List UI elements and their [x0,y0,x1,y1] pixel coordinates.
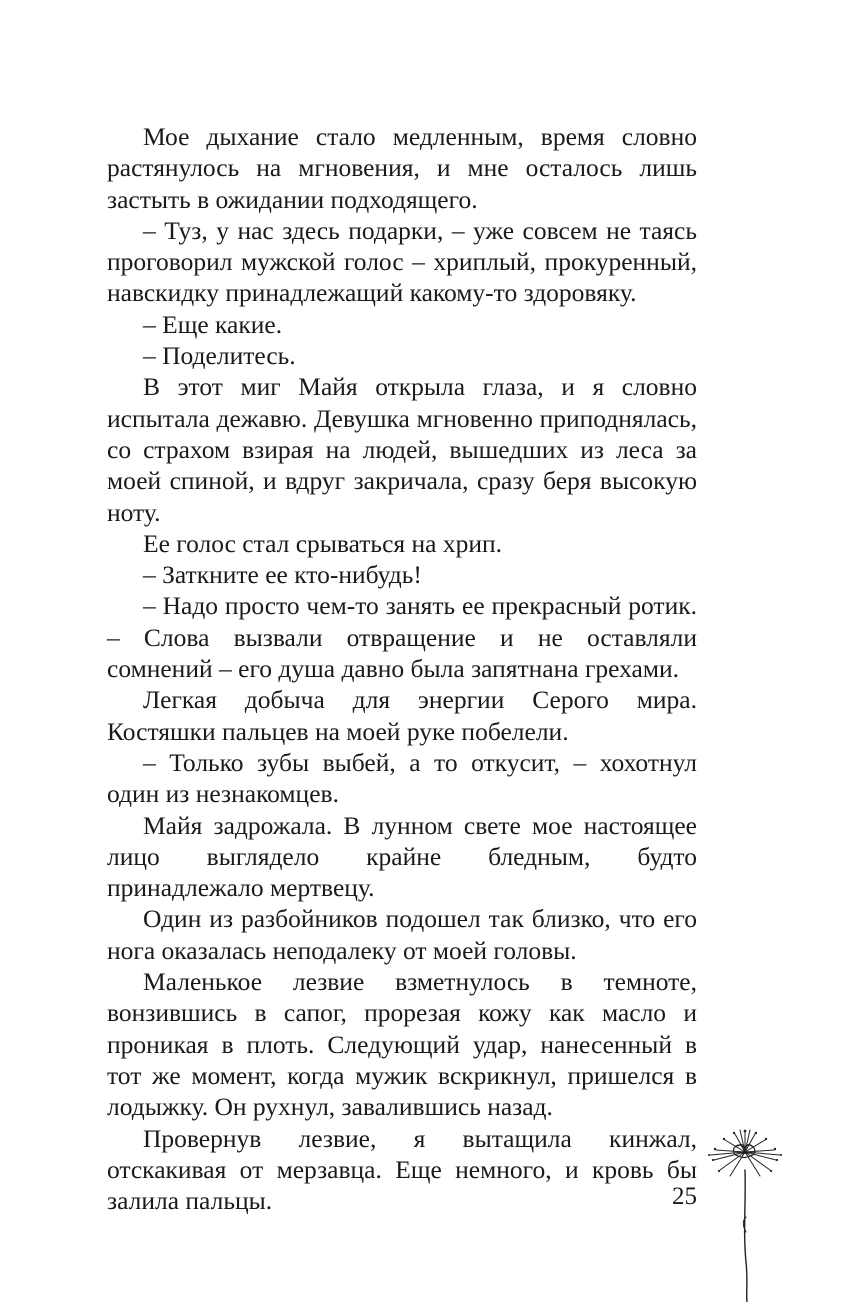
paragraph: – Поделитесь. [143,341,296,371]
paragraph: – Еще какие. [143,309,283,339]
body-text [107,121,697,1216]
paragraph: Легкая добыча для энергии Серого мира. Костяшки пальцев на моей руке побелели. [107,685,697,746]
paragraph: – Заткните ее кто-нибудь! [143,560,422,590]
paragraph: Мое дыхание стало медленным, время словно растянулось на мгновения, и мне осталось лишь застыть в ожидании подходящего. [107,122,697,214]
paragraph: Провернув лезвие, я вытащила кинжал, отскакивая от мерзавца. Еще немного, и кровь бы залила пальцы. [107,1123,697,1216]
paragraph: – Туз, у нас здесь подарки, – уже совсем не таясь проговорил мужской голос – хриплый, прокуренный, навскидку принадлежащий какому-то здоровяку. [107,215,697,308]
paragraph: Маленькое лезвие взметнулось в темноте, вонзившись в сапог, прорезая кожу как масло и проникая в плоть. Следующий удар, нанесенный в тот же момент, когда мужик вскрикнул, пришелся в лодыжку. Он рухнул, завалившись назад. [107,967,697,1122]
paragraph: Майя задрожала. В лунном свете мое настоящее лицо выглядело крайне бледным, будто принадлежало мертвецу. [107,810,697,903]
paragraph: Ее голос стал срываться на хрип. [143,528,502,558]
paragraph: – Надо просто чем-то занять ее прекрасный ротик. – Слова вызвали отвращение и не оставляли сомнений – его душа давно была запятнана грехами. [107,591,697,684]
flower-sketch-icon [700,1122,790,1302]
page-number: 25 [672,1183,697,1210]
paragraph: В этот миг Майя открыла глаза, и я словно испытала дежавю. Девушка мгновенно приподнялась, со страхом взирая на людей, вышедших из леса за моей спиной, и вдруг закричала, сразу беря высокую ноту. [107,372,697,527]
paragraph: – Только зубы выбей, а то откусит, – хохотнул один из незнакомцев. [107,747,697,809]
paragraph: Один из разбойников подошел так близко, что его нога оказалась неподалеку от моей головы. [107,904,697,965]
